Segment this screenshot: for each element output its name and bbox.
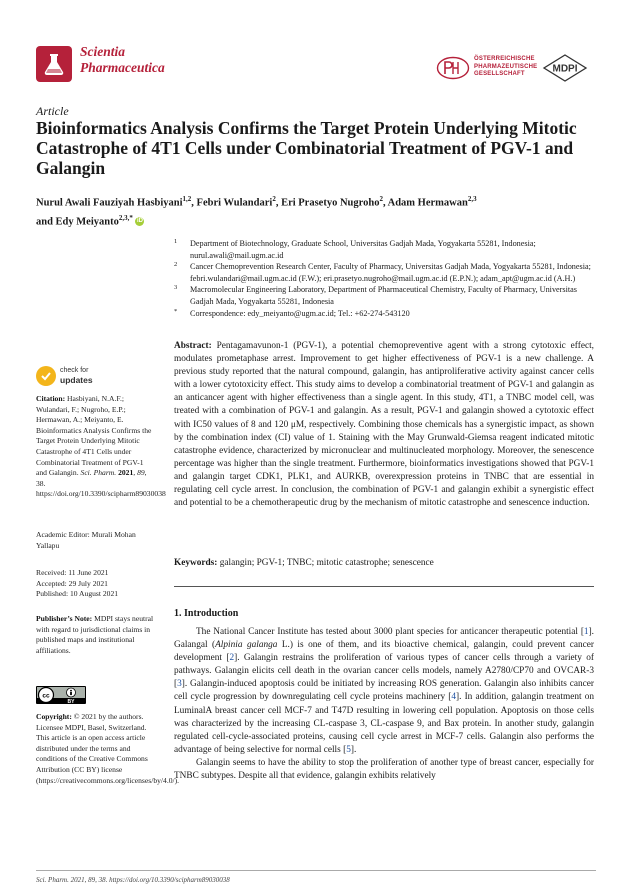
society-line3: GESELLSCHAFT (474, 71, 525, 77)
citation-block: Citation: Hasbiyani, N.A.F.; Wulandari, F.; Nugroho, E.P.; Hermawan, A.; Meiyanto, E. Bioinformatics Analysis Confirms the Target Protein Underlying Mitotic Catastrophe of 4T1 Cells under Combinatorial Treatment of PGV-1 and Galangin. Sci. Pharm. 2021, 89, 38. https://doi.org/10.3390/scipharm89030038 (36, 394, 166, 499)
introduction-body (174, 626, 594, 783)
citation-link[interactable]: 5 (346, 744, 351, 755)
paragraph: Galangin seems to have the ability to stop the proliferation of another type of breast cancer, especially for TNBC subtypes. Despite all that evidence, galangin exhibits relatively (174, 757, 594, 782)
affiliation-number: 2 (174, 261, 178, 269)
author-affiliation-marker: 2,3,* (118, 213, 133, 222)
affiliation-text: Department of Biotechnology, Graduate School, Universitas Gadjah Mada, Yogyakarta 55281, Indonesia; nurul.awali@mail.ugm.ac.id (190, 239, 536, 260)
check-updates-label (60, 367, 93, 386)
author-separator: , (191, 197, 197, 209)
citation-link[interactable]: 4 (451, 692, 457, 703)
citation-link[interactable]: 1 (583, 627, 589, 637)
citation-journal: Sci. Pharm. (80, 468, 117, 478)
publisher-note-text: MDPI stays neutral with regard to jurisdictional claims in published maps and institutional affiliations. (36, 614, 154, 655)
author-separator: , (275, 197, 282, 209)
keywords-label: Keywords: (174, 558, 218, 568)
section-divider (174, 586, 594, 587)
affiliation-text: Correspondence: edy_meiyanto@ugm.ac.id; Tel.: +62-274-543120 (190, 308, 410, 318)
abstract-text: Pentagamavunon-1 (PGV-1), a potential chemopreventive agent with a strong cytotoxic effect, modulates prometaphase arrest. Improvement to get higher effectiveness of PGV-1 is a new challenge. A previous study reported that the natural compound, galangin, has antiproliferative activity against cancer cells with a lower cytotoxicity effect. This study aims to develop a combinatorial treatment of PGV-1 and galangin as an anticancer agent with higher effectiveness than a single agent. In this study, 4T1, a TNBC model cell, was treated with a combination of PGV-1 and galangin. As a result, PGV-1 and galangin showed a cytotoxic effect with IC50 values of 8 and 120 μM, respectively. Combining those chemicals has a synergistic impact, as shown by the combination index (CI) value of 1. Staining with the May Grunwald-Giemsa reagent indicated mitotic catastrophe evidence, characterized by micronuclear and multinucleated morphology. Moreover, the senescence percentage was higher than the single treatment. Furthermore, bioinformatics investigations showed that PGV-1 and galangin target CDK1, PLK1, and AURKB, overexpression proteins in TNBC that are essential in regulating cell cycle arrest. In conclusion, the combination of PGV-1 and galangin exhibit a synergistic effect and potential to be a chemotherapeutic drug by the mechanism of mitotic catastrophe and senescence induction. (174, 341, 594, 509)
article-type: Article (36, 104, 69, 118)
journal-logo (36, 46, 72, 82)
affiliation-text: Cancer Chemoprevention Research Center, Faculty of Pharmacy, Universitas Gadjah Mada, Yogyakarta 55281, Indonesia; febri.wulandari@mail.ugm.ac.id (F.W.); eri.prasetyo.nugroho@mail.ugm.ac.id (E.P.N.); adam_apt@ugm.ac.id (A.H.) (190, 262, 591, 283)
society-line1: ÖSTERREICHISCHE (474, 56, 535, 62)
citation-link[interactable]: 3 (177, 679, 182, 690)
cc-by-license-icon[interactable] (36, 686, 86, 704)
society-logo-icon (436, 56, 470, 80)
citation-label: Citation: (36, 394, 66, 403)
author-affiliation-marker: 2,3 (467, 195, 477, 203)
journal-name (80, 44, 230, 76)
date-accepted: Accepted: 29 July 2021 (36, 578, 108, 588)
author-name: Adam Hermawan (387, 197, 468, 209)
publisher-note (36, 614, 154, 656)
society-line2: PHARMAZEUTISCHE (474, 63, 538, 70)
journal-name-line2: Pharmaceutica (80, 60, 165, 75)
species-name: Alpinia galanga (215, 640, 278, 651)
author-name: Febri Wulandari (196, 197, 273, 209)
abstract (174, 340, 594, 510)
author-name: and Edy Meiyanto (36, 216, 119, 227)
keywords (174, 557, 594, 570)
citation-doi-link[interactable]: , 38. https://doi.org/10.3390/scipharm89030038 (36, 468, 166, 499)
affiliation-item (174, 284, 594, 307)
section-heading: 1. Introduction (174, 608, 239, 619)
mdpi-logo (542, 54, 588, 82)
page-footer: Sci. Pharm. 2021, 89, 38. https://doi.org/10.3390/scipharm89030038 (36, 876, 230, 884)
author-separator: , (382, 197, 388, 209)
keywords-text: galangin; PGV-1; TNBC; mitotic catastrophe; senescence (219, 558, 434, 568)
article-title: Bioinformatics Analysis Confirms the Target Protein Underlying Mitotic Catastrophe of 4T1 Cells under Combinatorial Treatment of PGV-1 and Galangin (36, 118, 577, 178)
journal-name-line1: Scientia (80, 44, 126, 59)
author-list (36, 192, 596, 229)
dates-block (36, 568, 154, 600)
citation-link[interactable]: 2 (229, 653, 235, 664)
check-updates-line2: updates (60, 374, 93, 385)
cc-by-label: BY (67, 698, 75, 704)
paragraph-text: The National Cancer Institute has tested about 3000 plant species for anticancer therapeutic potential [ (196, 627, 584, 637)
society-name (474, 56, 536, 79)
author-name: Nurul Awali Fauziyah Hasbiyani (36, 197, 183, 209)
affiliations (174, 238, 594, 319)
copyright-text: © 2021 by the authors. Licensee MDPI, Basel, Switzerland. This article is an open access article distributed under the terms and conditions of the Creative Commons Attribution (CC BY) license (https://creativecommons.org/licenses/by/4.0/). (36, 712, 180, 785)
flask-icon (41, 51, 67, 77)
check-updates-icon (36, 366, 56, 386)
affiliation-number: 3 (174, 284, 178, 292)
orcid-icon[interactable]: iD (136, 218, 143, 225)
check-updates-line1: check for (60, 367, 89, 374)
publisher-note-label: Publisher’s Note: (36, 614, 93, 623)
citation-text: Hasbiyani, N.A.F.; Wulandari, F.; Nugroho, E.P.; Hermawan, A.; Meiyanto, E. Bioinformatics Analysis Confirms the Target Protein Underlying Mitotic Catastrophe of 4T1 Cells under Combinatorial Treatment of PGV-1 and Galangin. (36, 394, 152, 478)
check-for-updates-button[interactable] (36, 366, 136, 388)
affiliation-number: 1 (174, 238, 178, 245)
affiliation-text: Macromolecular Engineering Laboratory, Department of Pharmaceutical Chemistry, Faculty of Pharmacy, Universitas Gadjah Mada, Yogyakarta 55281, Indonesia (190, 285, 577, 306)
academic-editor: Academic Editor: Murali Mohan Yallapu (36, 530, 136, 550)
date-received: Received: 11 June 2021 (36, 568, 109, 577)
copyright-label: Copyright: (36, 712, 72, 721)
abstract-label: Abstract: (174, 341, 212, 351)
mdpi-logo-text: MDPI (552, 63, 578, 75)
correspondence (174, 308, 594, 320)
author-affiliation-marker: 2 (379, 195, 383, 203)
svg-text:cc: cc (42, 692, 50, 700)
affiliation-number: * (174, 307, 178, 315)
paragraph-text: ]. Galangal ( (174, 627, 594, 651)
author-affiliation-marker: 1,2 (182, 195, 192, 203)
affiliation-item (174, 238, 594, 261)
author-name: Eri Prasetyo Nugroho (281, 197, 380, 209)
affiliation-item (174, 261, 594, 284)
paragraph-text: L.) is one of them, and its bioactive chemical, galangin, could prevent cancer development [ (174, 640, 594, 664)
citation-year: 2021 (118, 468, 134, 478)
paragraph-text: ]. In addition, galangin treatment on LuminalA breast cancer cell MCF-7 and T47D resulting in lowering cell population. Apoptosis on those cells was characterized by the increasing CL-caspase 3, CL-caspase 9, and Bax protein. In another study, galangin regulated cell-cycle-associated proteins, causing cell cycle arrest in MCF-7 cells. Galangin also performs the advantage of being selective for normal cells [ (174, 692, 594, 755)
copyright-block (36, 712, 180, 786)
citation-volume: 89 (137, 468, 145, 478)
footer-divider (36, 870, 596, 871)
paragraph-text: ]. Galangin restrains the proliferation of various types of cancer cells through a variety of pathways. Galangin elicits cell death in the ovarian cancer cells models, namely A2780/CP70 and OVCAR-3 [ (174, 653, 594, 690)
paragraph (174, 626, 594, 757)
author-affiliation-marker: 2 (272, 195, 276, 203)
paragraph-text: ]. Galangin-induced apoptosis could be initiated by increasing ROS generation. Galangin also inhibits cancer cell cycle progression by downregulating cell cycle proteins machinery [ (174, 679, 594, 703)
date-published: Published: 10 August 2021 (36, 589, 119, 599)
paragraph-text: ]. (350, 744, 357, 755)
